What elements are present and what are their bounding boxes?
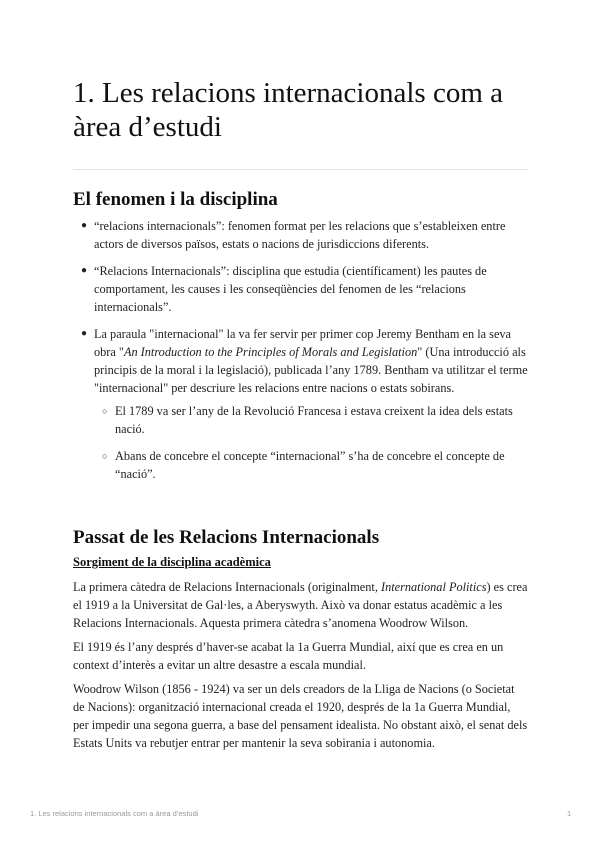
italic-term: International Politics [380,580,487,594]
paragraph-text-end: ) es crea el 1919 a la Universitat de Gal·les, a Aberyswyth. Això va donar estatus acadèmic a les Relacions Internacionals. Aquesta primera càtedra s’anomena Woodrow Wilson. [73,580,528,630]
list-item [73,262,528,316]
list-item-text-end: " (Una introducció als principis de la moral i la legislació), publicada l’any 1789. Bentham va utilitzar el terme "internacional" per descriure les relacions entre nacions o estats sobirans. [94,345,528,395]
list-item-text: “relacions internacionals”: fenomen format per les relacions que s’estableixen entre actors de diversos països, estats o nacions de jurisdiccions diferents. [94,219,506,251]
list-item [73,217,528,253]
paragraph: Woodrow Wilson (1856 - 1924) va ser un dels creadors de la Lliga de Nacions (o Societat de Nacions): organització internacional creada el 1920, després de la 1a Guerra Mundial, per impedir una segona guerra, a base del pensament idealista. No obstant això, el senat dels Estats Units va rebutjer entrar per mantenir la seva sobirania i autonomia. [73,682,528,750]
bullet-icon: ● [81,328,88,339]
list-item [73,325,528,397]
subsection-heading: Sorgiment de la disciplina acadèmica [73,555,271,569]
page-title: 1. Les relacions internacionals com a àrea d’estudi [73,77,504,143]
section-body [73,553,528,752]
book-title: An Introduction to the Principles of Morals and Legislation [123,345,418,359]
bullet-icon: ● [81,220,88,231]
list-item-text: “Relacions Internacionals”: disciplina que estudia (científicament) les pautes de comportament, les causes i les conseqüències del fenomen de les “relacions internacionals”. [94,264,487,314]
section-heading-fenomen: El fenomen i la disciplina [73,189,278,210]
sub-bullet-list [73,402,528,483]
bullet-list [73,217,528,397]
paragraph [73,578,528,632]
sub-list-item-text: Abans de concebre el concepte “internacional” s’ha de concebre el concepte de “nació”. [115,449,505,481]
bullet-icon: ● [81,265,88,276]
title-divider [73,169,528,170]
list-item-text-start: La paraula "internacional" la va fer servir per primer cop Jeremy Bentham en la seva obra " [94,327,512,359]
sub-list-item [73,447,528,483]
sub-list-item-text: El 1789 va ser l’any de la Revolució Francesa i estava creixent la idea dels estats nació. [115,404,513,436]
hollow-bullet-icon: ○ [102,451,108,461]
paragraph-text-start: La primera càtedra de Relacions Internacionals (originalment, [73,580,381,594]
paragraph: El 1919 és l’any després d’haver-se acabat la 1a Guerra Mundial, així que es crea en un context d’interès a evitar un altre desastre a escala mundial. [73,640,504,672]
sub-list-item [73,402,528,438]
hollow-bullet-icon: ○ [102,406,108,416]
page-number: 1 [567,809,572,818]
footer-title: 1. Les relacions internacionals com a àrea d’estudi [30,809,199,818]
section-heading-passat: Passat de les Relacions Internacionals [73,527,380,548]
